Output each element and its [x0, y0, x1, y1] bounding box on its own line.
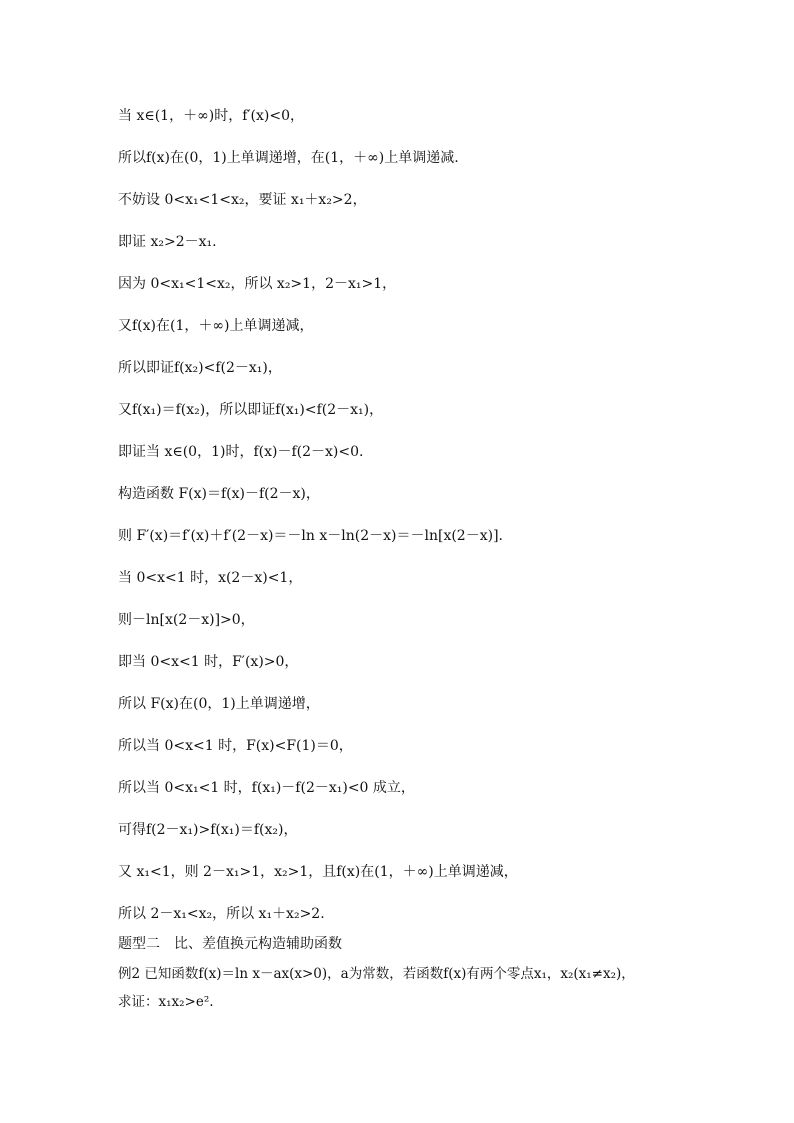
proof-line-13: 则－ln[x(2－x)]>0，	[118, 612, 255, 628]
proof-line-1: 当 x∈(1，＋∞)时，f′(x)<0，	[118, 108, 305, 124]
proof-line-9: 即证当 x∈(0，1)时，f(x)－f(2－x)<0.	[118, 444, 364, 460]
proof-line-3: 不妨设 0<x₁<1<x₂，要证 x₁＋x₂>2，	[118, 192, 367, 208]
example-line-1: 例2 已知函数f(x)＝ln x－ax(x>0)，a为常数，若函数f(x)有两个零点x₁，x₂(x₁≠x₂)，	[118, 966, 635, 982]
proof-line-15: 所以 F(x)在(0，1)上单调递增，	[118, 696, 320, 712]
proof-line-6: 又f(x)在(1，＋∞)上单调递减，	[118, 318, 314, 334]
proof-line-16: 所以当 0<x<1 时，F(x)<F(1)＝0，	[118, 738, 353, 754]
proof-line-2: 所以f(x)在(0，1)上单调递增，在(1，＋∞)上单调递减.	[118, 150, 459, 166]
proof-line-8: 又f(x₁)＝f(x₂)，所以即证f(x₁)<f(2－x₁)，	[118, 402, 384, 418]
proof-line-4: 即证 x₂>2－x₁.	[118, 234, 217, 250]
example-line-2: 求证：x₁x₂>e².	[118, 994, 214, 1010]
proof-line-19: 又 x₁<1，则 2－x₁>1，x₂>1，且f(x)在(1，＋∞)上单调递减，	[118, 864, 518, 880]
proof-line-17: 所以当 0<x₁<1 时，f(x₁)－f(2－x₁)<0 成立，	[118, 780, 415, 796]
proof-line-18: 可得f(2－x₁)>f(x₁)＝f(x₂)，	[118, 822, 298, 838]
proof-line-20: 所以 2－x₁<x₂，所以 x₁＋x₂>2.	[118, 906, 325, 922]
proof-line-11: 则 F′(x)＝f′(x)＋f′(2－x)＝－ln x－ln(2－x)＝－ln[x(2－x)].	[118, 528, 503, 544]
proof-line-10: 构造函数 F(x)＝f(x)－f(2－x)，	[118, 486, 320, 502]
proof-line-5: 因为 0<x₁<1<x₂，所以 x₂>1，2－x₁>1，	[118, 276, 397, 292]
section-heading: 题型二 比、差值换元构造辅助函数	[118, 936, 342, 952]
proof-line-12: 当 0<x<1 时，x(2－x)<1，	[118, 570, 303, 586]
proof-line-7: 所以即证f(x₂)<f(2－x₁)，	[118, 360, 282, 376]
proof-line-14: 即当 0<x<1 时，F′(x)>0，	[118, 654, 299, 670]
